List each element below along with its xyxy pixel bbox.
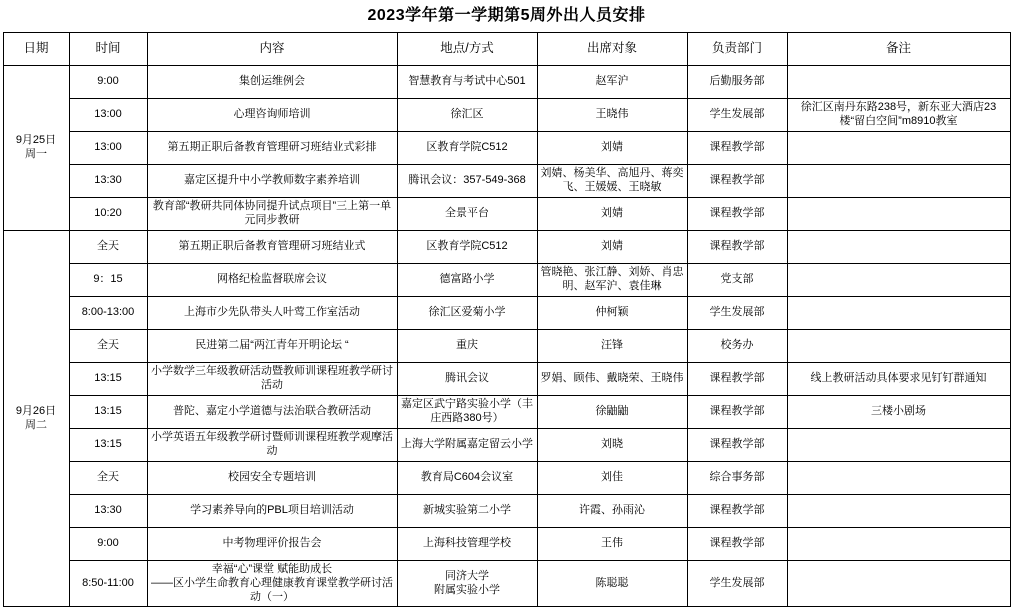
cell-content: 第五期正职后备教育管理研习班结业式彩排 [147,132,397,165]
cell-time: 13:15 [69,363,147,396]
cell-place: 区教育学院C512 [397,132,537,165]
cell-content: 中考物理评价报告会 [147,528,397,561]
cell-place: 徐汇区爱菊小学 [397,297,537,330]
cell-note [787,495,1010,528]
cell-people: 刘婧 [537,231,687,264]
cell-time: 9:00 [69,66,147,99]
table-row [3,231,1010,264]
cell-department: 学生发展部 [687,99,787,132]
table-header [3,33,1010,66]
cell-date: 9月26日 周二 [3,231,69,607]
table-row [3,132,1010,165]
header-row [3,33,1010,66]
cell-time: 10:20 [69,198,147,231]
cell-content: 第五期正职后备教育管理研习班结业式 [147,231,397,264]
cell-time: 全天 [69,231,147,264]
cell-note [787,561,1010,607]
cell-content: 网格纪检监督联席会议 [147,264,397,297]
table-row [3,330,1010,363]
cell-people: 徐鼬鼬 [537,396,687,429]
cell-department: 学生发展部 [687,297,787,330]
cell-note: 三楼小剧场 [787,396,1010,429]
cell-content: 嘉定区提升中小学教师数字素养培训 [147,165,397,198]
cell-content: 学习素养导向的PBL项目培训活动 [147,495,397,528]
cell-note [787,462,1010,495]
cell-department: 后勤服务部 [687,66,787,99]
cell-time: 13:00 [69,132,147,165]
cell-people: 管晓艳、张江静、刘娇、肖忠明、赵军沪、袁佳琳 [537,264,687,297]
cell-people: 汪锋 [537,330,687,363]
cell-note [787,528,1010,561]
column-header-time: 时间 [69,33,147,66]
cell-place: 教育局C604会议室 [397,462,537,495]
table-row [3,462,1010,495]
cell-content: 校园安全专题培训 [147,462,397,495]
cell-note [787,264,1010,297]
cell-note [787,132,1010,165]
cell-department: 课程教学部 [687,165,787,198]
cell-content: 小学数学三年级教研活动暨教师训课程班教学研讨活动 [147,363,397,396]
cell-people: 陈聪聪 [537,561,687,607]
cell-people: 仲柯颖 [537,297,687,330]
table-row [3,99,1010,132]
cell-note [787,330,1010,363]
cell-people: 刘婧 [537,198,687,231]
cell-place: 上海大学附属嘉定留云小学 [397,429,537,462]
cell-department: 党支部 [687,264,787,297]
cell-note [787,198,1010,231]
cell-people: 刘佳 [537,462,687,495]
cell-note [787,429,1010,462]
cell-people: 罗娟、顾伟、戴晓荣、王晓伟 [537,363,687,396]
page-title: 2023学年第一学期第5周外出人员安排 [367,7,646,24]
column-header-content: 内容 [147,33,397,66]
cell-place: 徐汇区 [397,99,537,132]
cell-content: 民进第二届“两江青年开明论坛 “ [147,330,397,363]
column-header-people: 出席对象 [537,33,687,66]
cell-department: 校务办 [687,330,787,363]
cell-time: 13:30 [69,165,147,198]
cell-time: 13:00 [69,99,147,132]
column-header-note: 备注 [787,33,1010,66]
table-row [3,264,1010,297]
cell-time: 13:15 [69,429,147,462]
table-row [3,528,1010,561]
cell-content: 上海市少先队带头人叶莺工作室活动 [147,297,397,330]
table-body [3,66,1010,607]
cell-department: 课程教学部 [687,132,787,165]
column-header-date: 日期 [3,33,69,66]
cell-department: 课程教学部 [687,198,787,231]
cell-people: 王伟 [537,528,687,561]
table-row [3,561,1010,607]
cell-time: 8:50-11:00 [69,561,147,607]
cell-place: 重庆 [397,330,537,363]
cell-department: 课程教学部 [687,429,787,462]
cell-place: 嘉定区武宁路实验小学（丰庄西路380号） [397,396,537,429]
cell-people: 刘晓 [537,429,687,462]
cell-time: 8:00-13:00 [69,297,147,330]
table-row [3,429,1010,462]
cell-time: 13:30 [69,495,147,528]
cell-date: 9月25日 周一 [3,66,69,231]
cell-time: 13:15 [69,396,147,429]
cell-department: 课程教学部 [687,363,787,396]
cell-place: 区教育学院C512 [397,231,537,264]
cell-note: 线上教研活动具体要求见钉钉群通知 [787,363,1010,396]
schedule-table [3,32,1011,607]
cell-content: 集创运维例会 [147,66,397,99]
table-row [3,165,1010,198]
table-row [3,297,1010,330]
cell-content: 教育部“教研共同体协同提升试点项目”三上第一单元同步教研 [147,198,397,231]
cell-place: 上海科技管理学校 [397,528,537,561]
table-row [3,363,1010,396]
cell-department: 课程教学部 [687,495,787,528]
cell-note: 徐汇区南丹东路238号，新东亚大酒店23楼“留白空间”m8910教室 [787,99,1010,132]
cell-note [787,231,1010,264]
table-row [3,495,1010,528]
cell-people: 刘婧、杨美华、高旭丹、蒋奕飞、王媛媛、王晓敏 [537,165,687,198]
cell-time: 全天 [69,330,147,363]
cell-department: 课程教学部 [687,528,787,561]
table-row [3,396,1010,429]
table-row [3,66,1010,99]
cell-department: 综合事务部 [687,462,787,495]
column-header-department: 负责部门 [687,33,787,66]
cell-department: 课程教学部 [687,231,787,264]
cell-department: 学生发展部 [687,561,787,607]
cell-place: 腾讯会议：357-549-368 [397,165,537,198]
cell-place: 同济大学 附属实验小学 [397,561,537,607]
cell-note [787,66,1010,99]
cell-place: 智慧教育与考试中心501 [397,66,537,99]
table-row [3,198,1010,231]
cell-time: 9:00 [69,528,147,561]
cell-people: 刘婧 [537,132,687,165]
cell-note [787,297,1010,330]
cell-place: 全景平台 [397,198,537,231]
cell-content: 心理咨询师培训 [147,99,397,132]
cell-content: 普陀、嘉定小学道德与法治联合教研活动 [147,396,397,429]
cell-people: 许霞、孙雨沁 [537,495,687,528]
cell-department: 课程教学部 [687,396,787,429]
cell-time: 全天 [69,462,147,495]
cell-note [787,165,1010,198]
column-header-place: 地点/方式 [397,33,537,66]
cell-people: 王晓伟 [537,99,687,132]
cell-place: 腾讯会议 [397,363,537,396]
cell-content: 小学英语五年级教学研讨暨师训课程班教学观摩活动 [147,429,397,462]
cell-people: 赵军沪 [537,66,687,99]
cell-place: 德富路小学 [397,264,537,297]
cell-content: 幸福“心”课堂 赋能助成长 ——区小学生命教育心理健康教育课堂教学研讨活动（一） [147,561,397,607]
cell-time: 9：15 [69,264,147,297]
cell-place: 新城实验第二小学 [397,495,537,528]
